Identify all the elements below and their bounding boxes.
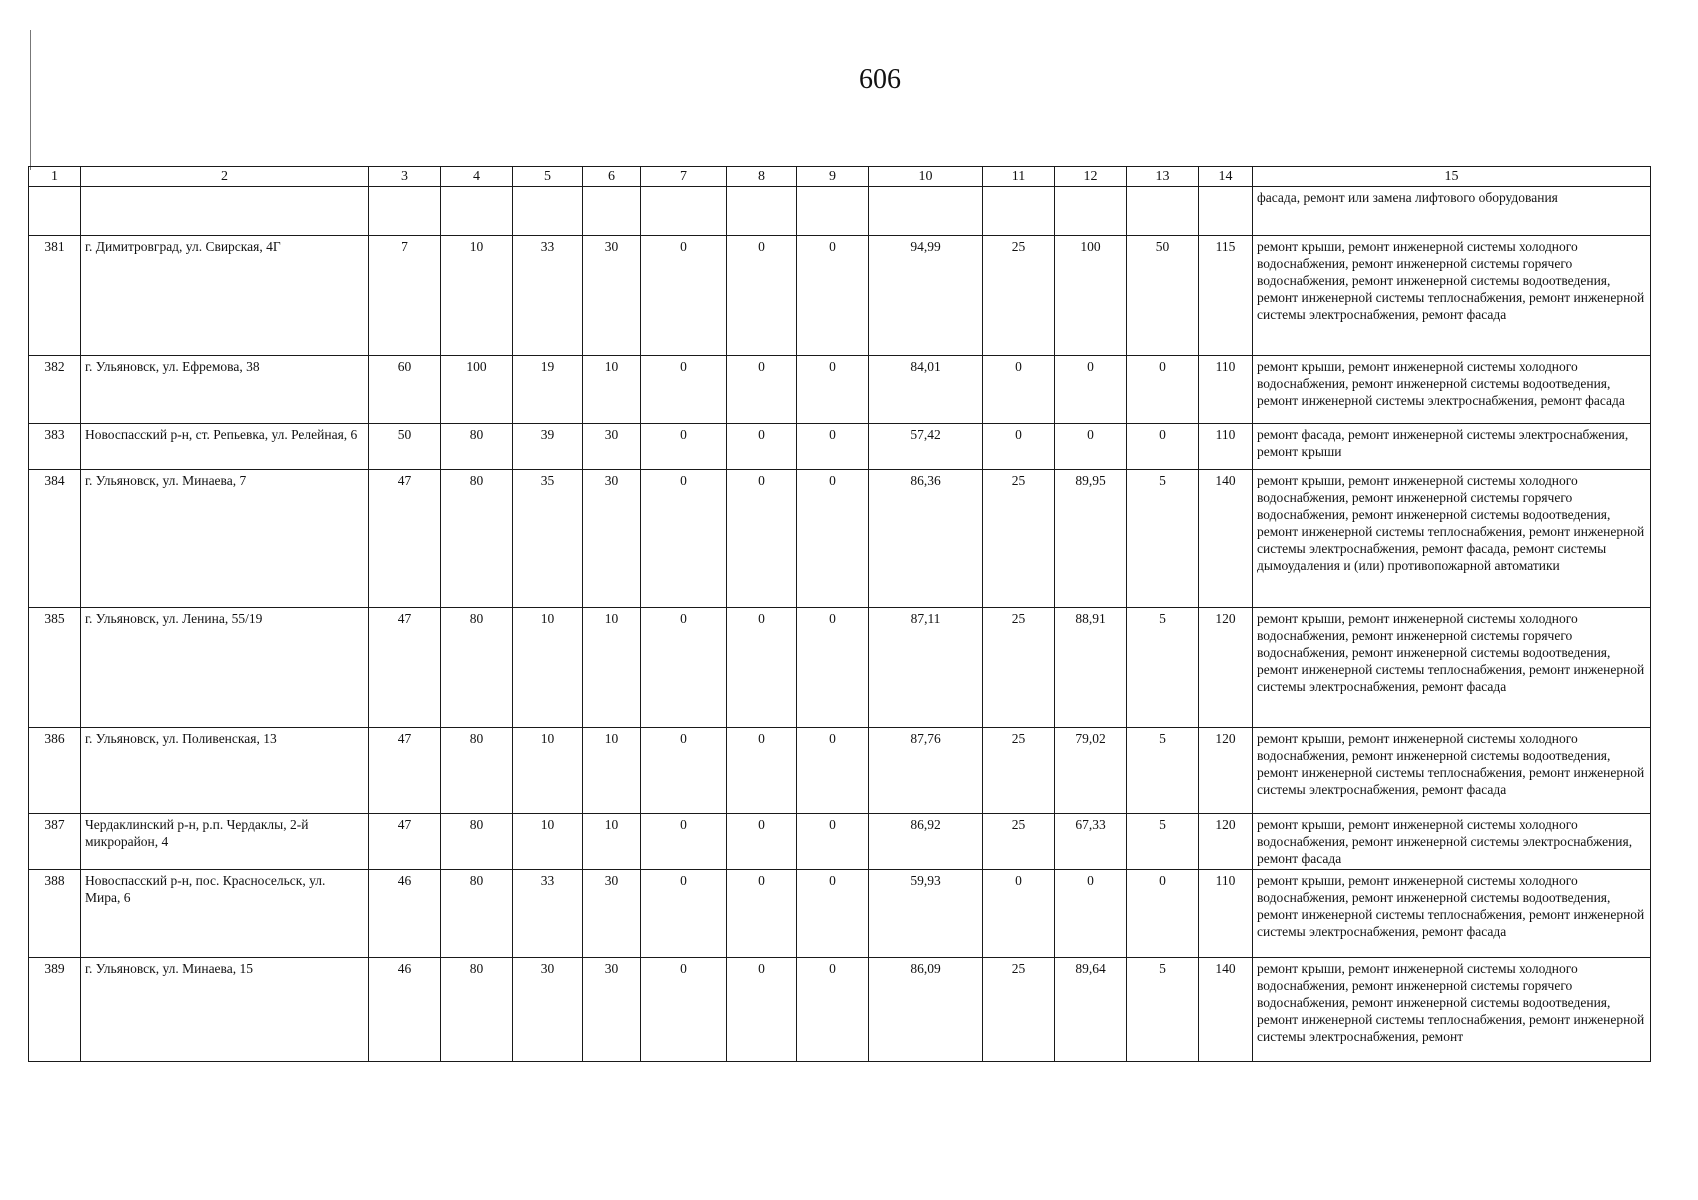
works-cell: ремонт крыши, ремонт инженерной системы холодного водоснабжения, ремонт инженерной системы горячего водоснабжения, ремонт инженерной системы водоотведения, ремонт инженерной системы теплоснабжения, ремонт инженерной системы электроснабжения, ремонт фасада: [1253, 236, 1651, 356]
value-cell: 88,91: [1055, 608, 1127, 728]
row-number-cell: 388: [29, 870, 81, 958]
value-cell: 5: [1127, 958, 1199, 1062]
continuation-row: [29, 187, 1651, 236]
address-cell: г. Ульяновск, ул. Поливенская, 13: [81, 728, 369, 814]
table-row: [29, 870, 1651, 958]
value-cell: 25: [983, 958, 1055, 1062]
value-cell: 86,92: [869, 814, 983, 870]
value-cell: 0: [797, 870, 869, 958]
works-cell: ремонт крыши, ремонт инженерной системы холодного водоснабжения, ремонт инженерной системы горячего водоснабжения, ремонт инженерной системы водоотведения, ремонт инженерной системы теплоснабжения, ремонт инженерной системы электроснабжения, ремонт фасада, ремонт системы дымоудаления и (или) противопожарной автоматики: [1253, 470, 1651, 608]
value-cell: 5: [1127, 608, 1199, 728]
table-cell: [983, 187, 1055, 236]
value-cell: 0: [797, 356, 869, 424]
value-cell: 0: [727, 470, 797, 608]
value-cell: 86,36: [869, 470, 983, 608]
value-cell: 140: [1199, 958, 1253, 1062]
value-cell: 87,11: [869, 608, 983, 728]
value-cell: 30: [583, 236, 641, 356]
value-cell: 59,93: [869, 870, 983, 958]
value-cell: 30: [583, 870, 641, 958]
table-cell: [29, 187, 81, 236]
value-cell: 0: [1055, 424, 1127, 470]
value-cell: 0: [797, 470, 869, 608]
value-cell: 10: [583, 814, 641, 870]
value-cell: 0: [641, 814, 727, 870]
value-cell: 10: [583, 356, 641, 424]
address-cell: г. Ульяновск, ул. Минаева, 7: [81, 470, 369, 608]
value-cell: 0: [797, 728, 869, 814]
value-cell: 80: [441, 958, 513, 1062]
value-cell: 110: [1199, 870, 1253, 958]
value-cell: 89,64: [1055, 958, 1127, 1062]
value-cell: 0: [797, 608, 869, 728]
repair-registry-table: [28, 166, 1651, 1062]
address-cell: г. Димитровград, ул. Свирская, 4Г: [81, 236, 369, 356]
table-cell: [1055, 187, 1127, 236]
value-cell: 25: [983, 608, 1055, 728]
column-header: 12: [1055, 167, 1127, 187]
value-cell: 0: [1055, 356, 1127, 424]
column-number-row: [29, 167, 1651, 187]
works-cell: ремонт фасада, ремонт инженерной системы электроснабжения, ремонт крыши: [1253, 424, 1651, 470]
table-cell: [1127, 187, 1199, 236]
column-header: 15: [1253, 167, 1651, 187]
value-cell: 0: [727, 814, 797, 870]
value-cell: 0: [641, 236, 727, 356]
value-cell: 7: [369, 236, 441, 356]
value-cell: 5: [1127, 470, 1199, 608]
value-cell: 79,02: [1055, 728, 1127, 814]
column-header: 7: [641, 167, 727, 187]
value-cell: 60: [369, 356, 441, 424]
value-cell: 0: [797, 814, 869, 870]
value-cell: 30: [513, 958, 583, 1062]
value-cell: 47: [369, 608, 441, 728]
value-cell: 0: [727, 356, 797, 424]
value-cell: 80: [441, 608, 513, 728]
column-header: 8: [727, 167, 797, 187]
value-cell: 0: [1127, 356, 1199, 424]
value-cell: 47: [369, 814, 441, 870]
address-cell: г. Ульяновск, ул. Ефремова, 38: [81, 356, 369, 424]
column-header: 10: [869, 167, 983, 187]
value-cell: 5: [1127, 728, 1199, 814]
table-row: [29, 356, 1651, 424]
value-cell: 120: [1199, 814, 1253, 870]
table-row: [29, 608, 1651, 728]
value-cell: 33: [513, 236, 583, 356]
value-cell: 100: [441, 356, 513, 424]
column-header: 13: [1127, 167, 1199, 187]
column-header: 2: [81, 167, 369, 187]
value-cell: 80: [441, 870, 513, 958]
value-cell: 30: [583, 424, 641, 470]
value-cell: 67,33: [1055, 814, 1127, 870]
value-cell: 30: [583, 958, 641, 1062]
value-cell: 0: [797, 236, 869, 356]
value-cell: 100: [1055, 236, 1127, 356]
column-header: 11: [983, 167, 1055, 187]
scan-edge-line: [30, 30, 31, 170]
row-number-cell: 382: [29, 356, 81, 424]
works-cell: ремонт крыши, ремонт инженерной системы холодного водоснабжения, ремонт инженерной системы горячего водоснабжения, ремонт инженерной системы водоотведения, ремонт инженерной системы теплоснабжения, ремонт инженерной системы электроснабжения, ремонт фасада: [1253, 608, 1651, 728]
value-cell: 0: [1127, 870, 1199, 958]
value-cell: 30: [583, 470, 641, 608]
value-cell: 39: [513, 424, 583, 470]
value-cell: 110: [1199, 356, 1253, 424]
row-number-cell: 384: [29, 470, 81, 608]
value-cell: 0: [983, 870, 1055, 958]
value-cell: 0: [641, 470, 727, 608]
address-cell: г. Ульяновск, ул. Минаева, 15: [81, 958, 369, 1062]
value-cell: 0: [983, 424, 1055, 470]
column-header: 14: [1199, 167, 1253, 187]
value-cell: 10: [583, 728, 641, 814]
value-cell: 84,01: [869, 356, 983, 424]
table-cell: [513, 187, 583, 236]
value-cell: 0: [1055, 870, 1127, 958]
value-cell: 25: [983, 814, 1055, 870]
value-cell: 47: [369, 470, 441, 608]
table-cell: [81, 187, 369, 236]
address-cell: г. Ульяновск, ул. Ленина, 55/19: [81, 608, 369, 728]
table-body: [29, 187, 1651, 1062]
value-cell: 0: [1127, 424, 1199, 470]
works-cell: ремонт крыши, ремонт инженерной системы холодного водоснабжения, ремонт инженерной системы водоотведения, ремонт инженерной системы теплоснабжения, ремонт инженерной системы электроснабжения, ремонт фасада: [1253, 870, 1651, 958]
value-cell: 0: [727, 236, 797, 356]
value-cell: 110: [1199, 424, 1253, 470]
value-cell: 0: [641, 424, 727, 470]
value-cell: 86,09: [869, 958, 983, 1062]
value-cell: 80: [441, 424, 513, 470]
table-cell: [583, 187, 641, 236]
table-cell: [369, 187, 441, 236]
value-cell: 0: [727, 424, 797, 470]
column-header: 4: [441, 167, 513, 187]
page-number: 606: [859, 64, 901, 95]
value-cell: 94,99: [869, 236, 983, 356]
column-header: 5: [513, 167, 583, 187]
value-cell: 57,42: [869, 424, 983, 470]
value-cell: 120: [1199, 608, 1253, 728]
value-cell: 0: [641, 728, 727, 814]
column-header: 3: [369, 167, 441, 187]
table-cell: [641, 187, 727, 236]
works-cell: ремонт крыши, ремонт инженерной системы холодного водоснабжения, ремонт инженерной системы электроснабжения, ремонт фасада: [1253, 814, 1651, 870]
value-cell: 5: [1127, 814, 1199, 870]
value-cell: 10: [583, 608, 641, 728]
value-cell: 0: [797, 424, 869, 470]
value-cell: 0: [641, 608, 727, 728]
value-cell: 0: [641, 958, 727, 1062]
table-cell: [441, 187, 513, 236]
value-cell: 46: [369, 870, 441, 958]
table-cell: [869, 187, 983, 236]
column-header: 6: [583, 167, 641, 187]
address-cell: Новоспасский р-н, пос. Красносельск, ул. Мира, 6: [81, 870, 369, 958]
value-cell: 0: [797, 958, 869, 1062]
value-cell: 10: [513, 608, 583, 728]
value-cell: 10: [513, 728, 583, 814]
value-cell: 120: [1199, 728, 1253, 814]
value-cell: 0: [727, 728, 797, 814]
works-cell: фасада, ремонт или замена лифтового оборудования: [1253, 187, 1651, 236]
table-row: [29, 424, 1651, 470]
value-cell: 0: [983, 356, 1055, 424]
address-cell: Чердаклинский р-н, р.п. Чердаклы, 2-й микрорайон, 4: [81, 814, 369, 870]
address-cell: Новоспасский р-н, ст. Репьевка, ул. Релейная, 6: [81, 424, 369, 470]
works-cell: ремонт крыши, ремонт инженерной системы холодного водоснабжения, ремонт инженерной системы горячего водоснабжения, ремонт инженерной системы водоотведения, ремонт инженерной системы теплоснабжения, ремонт инженерной системы электроснабжения, ремонт: [1253, 958, 1651, 1062]
works-cell: ремонт крыши, ремонт инженерной системы холодного водоснабжения, ремонт инженерной системы водоотведения, ремонт инженерной системы теплоснабжения, ремонт инженерной системы электроснабжения, ремонт фасада: [1253, 728, 1651, 814]
column-header: 9: [797, 167, 869, 187]
value-cell: 80: [441, 728, 513, 814]
table-row: [29, 958, 1651, 1062]
table-row: [29, 236, 1651, 356]
value-cell: 0: [727, 870, 797, 958]
value-cell: 33: [513, 870, 583, 958]
table-cell: [1199, 187, 1253, 236]
table-row: [29, 814, 1651, 870]
column-header: 1: [29, 167, 81, 187]
row-number-cell: 386: [29, 728, 81, 814]
value-cell: 25: [983, 728, 1055, 814]
table-row: [29, 470, 1651, 608]
row-number-cell: 387: [29, 814, 81, 870]
value-cell: 35: [513, 470, 583, 608]
value-cell: 25: [983, 236, 1055, 356]
value-cell: 115: [1199, 236, 1253, 356]
row-number-cell: 383: [29, 424, 81, 470]
row-number-cell: 385: [29, 608, 81, 728]
value-cell: 0: [641, 356, 727, 424]
value-cell: 140: [1199, 470, 1253, 608]
table-cell: [797, 187, 869, 236]
value-cell: 89,95: [1055, 470, 1127, 608]
value-cell: 46: [369, 958, 441, 1062]
value-cell: 10: [513, 814, 583, 870]
value-cell: 47: [369, 728, 441, 814]
works-cell: ремонт крыши, ремонт инженерной системы холодного водоснабжения, ремонт инженерной системы водоотведения, ремонт инженерной системы электроснабжения, ремонт фасада: [1253, 356, 1651, 424]
value-cell: 80: [441, 814, 513, 870]
value-cell: 0: [727, 958, 797, 1062]
value-cell: 19: [513, 356, 583, 424]
row-number-cell: 381: [29, 236, 81, 356]
value-cell: 80: [441, 470, 513, 608]
table-cell: [727, 187, 797, 236]
row-number-cell: 389: [29, 958, 81, 1062]
value-cell: 50: [369, 424, 441, 470]
value-cell: 87,76: [869, 728, 983, 814]
value-cell: 25: [983, 470, 1055, 608]
value-cell: 10: [441, 236, 513, 356]
value-cell: 0: [641, 870, 727, 958]
value-cell: 50: [1127, 236, 1199, 356]
value-cell: 0: [727, 608, 797, 728]
table-row: [29, 728, 1651, 814]
